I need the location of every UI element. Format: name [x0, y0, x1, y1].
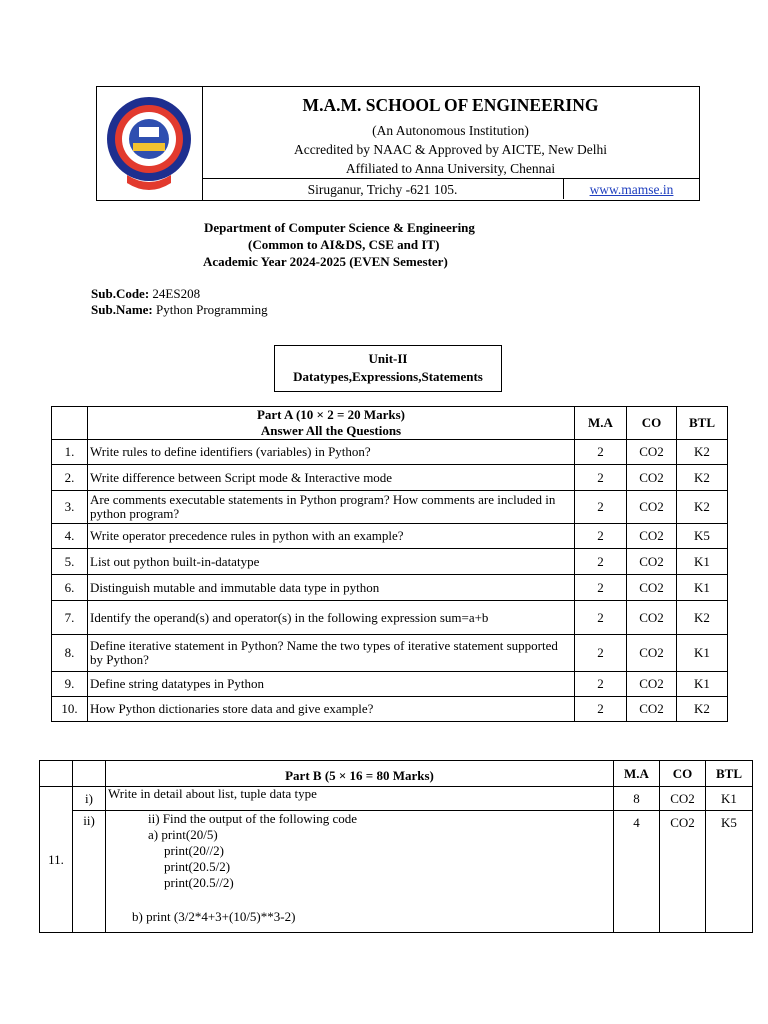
table-row [52, 697, 728, 722]
q-co: CO2 [627, 635, 677, 672]
q-ma: 2 [575, 575, 627, 601]
q-number: 11. [40, 787, 73, 933]
logo-cell [97, 87, 203, 200]
table-row [52, 524, 728, 549]
code-question: ii) Find the output of the following code [148, 811, 358, 826]
q-ma: 2 [575, 697, 627, 722]
q-number: 4. [52, 524, 88, 549]
q-ma: 2 [575, 549, 627, 575]
q-co: CO2 [660, 787, 706, 811]
part-b-title: Part B (5 × 16 = 80 Marks) [106, 761, 614, 787]
col-co: CO [660, 761, 706, 787]
code-b: b) print (3/2*4+3+(10/5)**3-2) [132, 909, 296, 924]
unit-title: Unit-II [368, 351, 408, 366]
table-row [52, 549, 728, 575]
q-text: Write operator precedence rules in python with an example? [88, 524, 575, 549]
q-text [106, 811, 614, 933]
q-btl: K2 [677, 697, 728, 722]
q-number: 10. [52, 697, 88, 722]
q-text: Write rules to define identifiers (variables) in Python? [88, 440, 575, 465]
code-a2: print(20//2) [164, 843, 224, 858]
part-a-title: Part A (10 × 2 = 20 Marks) [256, 407, 406, 422]
q-btl: K2 [677, 440, 728, 465]
q-btl: K2 [677, 601, 728, 635]
part-a-subtitle: Answer All the Questions [260, 423, 402, 438]
table-row [52, 575, 728, 601]
q-btl: K1 [677, 635, 728, 672]
q-ma: 8 [614, 787, 660, 811]
q-ma: 2 [575, 601, 627, 635]
table-row [40, 811, 753, 933]
code-a4: print(20.5//2) [164, 875, 234, 890]
code-a: a) print(20/5) [148, 827, 218, 842]
q-co: CO2 [627, 697, 677, 722]
q-co: CO2 [627, 491, 677, 524]
department-name: Department of Computer Science & Engineering [204, 220, 475, 235]
q-text: Identify the operand(s) and operator(s) in the following expression sum=a+b [88, 601, 575, 635]
q-btl: K5 [677, 524, 728, 549]
sub-label: ii) [73, 811, 106, 933]
accreditation: Accredited by NAAC & Approved by AICTE, New Delhi [293, 142, 608, 157]
subject-name [91, 302, 268, 318]
q-number: 9. [52, 672, 88, 697]
unit-topic: Datatypes,Expressions,Statements [293, 369, 483, 384]
q-co: CO2 [627, 575, 677, 601]
q-co: CO2 [627, 549, 677, 575]
table-row [52, 635, 728, 672]
q-co: CO2 [627, 440, 677, 465]
part-a-header-row [52, 407, 728, 440]
part-b-blank-cell [73, 761, 106, 787]
q-number: 3. [52, 491, 88, 524]
q-ma: 2 [575, 465, 627, 491]
q-btl: K1 [677, 549, 728, 575]
part-b-table [39, 760, 753, 933]
part-b-blank-cell [40, 761, 73, 787]
subject-code-label: Sub.Code: [91, 286, 150, 301]
part-a-title-cell [88, 407, 575, 440]
table-row [52, 440, 728, 465]
part-a-blank-cell [52, 407, 88, 440]
table-row [40, 787, 753, 811]
q-ma: 4 [614, 811, 660, 933]
q-number: 6. [52, 575, 88, 601]
q-co: CO2 [627, 672, 677, 697]
sub-label: i) [73, 787, 106, 811]
institution-name: M.A.M. SCHOOL OF ENGINEERING [302, 95, 599, 115]
q-number: 2. [52, 465, 88, 491]
col-co: CO [627, 407, 677, 440]
col-ma: M.A [575, 407, 627, 440]
q-co: CO2 [627, 601, 677, 635]
q-btl: K1 [677, 672, 728, 697]
academic-year: Academic Year 2024-2025 (EVEN Semester) [203, 254, 448, 269]
q-btl: K1 [677, 575, 728, 601]
col-btl: BTL [677, 407, 728, 440]
q-ma: 2 [575, 672, 627, 697]
q-text: Write in detail about list, tuple data type [106, 787, 614, 811]
q-text: Write difference between Script mode & Interactive mode [88, 465, 575, 491]
subject-code [91, 286, 200, 302]
q-text: Define iterative statement in Python? Name the two types of iterative statement supported by Python? [88, 635, 575, 672]
address: Siruganur, Trichy -621 105. [202, 179, 564, 199]
code-a3: print(20.5/2) [164, 859, 231, 874]
q-number: 7. [52, 601, 88, 635]
part-a-table [51, 406, 728, 722]
part-b-header-row [40, 761, 753, 787]
q-co: CO2 [627, 524, 677, 549]
subject-name-label: Sub.Name: [91, 302, 153, 317]
table-row [52, 672, 728, 697]
subject-name-value: Python Programming [156, 302, 268, 317]
q-number: 8. [52, 635, 88, 672]
unit-box [274, 345, 502, 392]
q-ma: 2 [575, 491, 627, 524]
q-ma: 2 [575, 524, 627, 549]
table-row [52, 601, 728, 635]
table-row [52, 465, 728, 491]
q-btl: K1 [706, 787, 753, 811]
q-text: Are comments executable statements in Python program? How comments are included in python program? [88, 491, 575, 524]
table-row [52, 491, 728, 524]
col-ma: M.A [614, 761, 660, 787]
website-link[interactable]: www.mamse.in [589, 182, 674, 197]
address-row [202, 178, 699, 201]
q-text: How Python dictionaries store data and give example? [88, 697, 575, 722]
q-co: CO2 [660, 811, 706, 933]
q-ma: 2 [575, 440, 627, 465]
q-text: Define string datatypes in Python [88, 672, 575, 697]
q-number: 1. [52, 440, 88, 465]
institution-header [96, 86, 700, 201]
subject-code-value: 24ES208 [152, 286, 201, 301]
q-co: CO2 [627, 465, 677, 491]
q-text: Distinguish mutable and immutable data type in python [88, 575, 575, 601]
affiliation: Affiliated to Anna University, Chennai [345, 161, 556, 176]
col-btl: BTL [706, 761, 753, 787]
q-btl: K2 [677, 491, 728, 524]
department-common: (Common to AI&DS, CSE and IT) [248, 237, 440, 252]
q-number: 5. [52, 549, 88, 575]
institution-status: (An Autonomous Institution) [372, 123, 529, 138]
q-text: List out python built-in-datatype [88, 549, 575, 575]
q-btl: K2 [677, 465, 728, 491]
q-ma: 2 [575, 635, 627, 672]
q-btl: K5 [706, 811, 753, 933]
college-logo-icon [97, 87, 202, 200]
